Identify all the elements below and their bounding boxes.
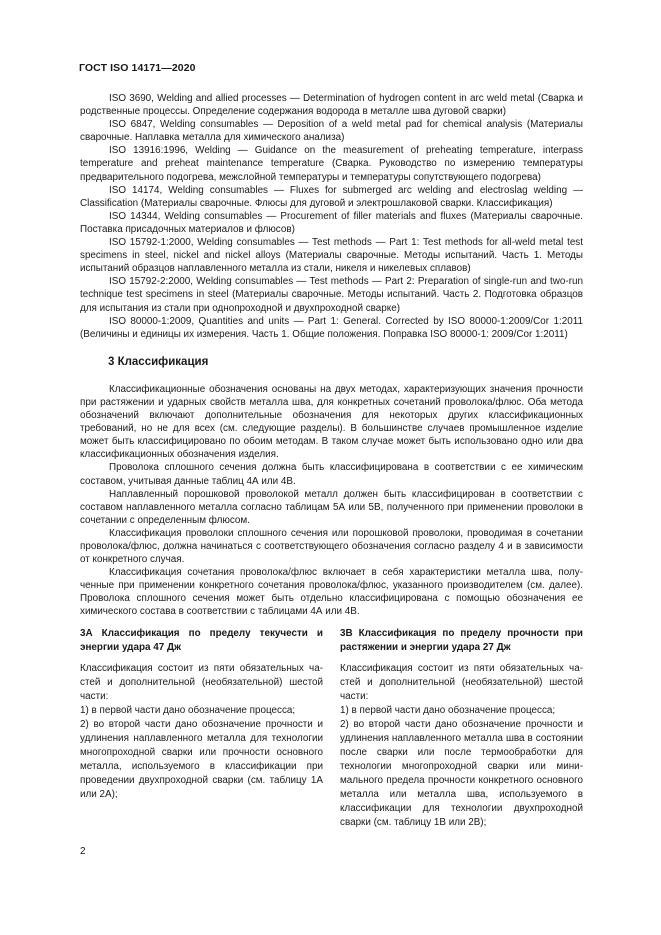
list-item: 1) в первой части дано обозначение процесса; xyxy=(340,704,556,716)
reference-item: ISO 15792-1:2000, Welding consumables — Test methods — Part 1: Test methods for all-weld metal test specimens in steel, nickel and nickel alloys (Материалы сварочные. Методы испытаний. Часть 1. Методы испытаний образцов наплавленного металла из стали, никеля и никелевых сплавов) xyxy=(80,237,583,275)
section-title: 3 Классификация xyxy=(108,355,209,368)
list-item: 1) в первой части дано обозначение процесса; xyxy=(80,704,296,716)
paragraph: Классификационные обозначения основаны на двух методах, характеризующих значения прочности при растяжении и ударных свойств металла шва, для конкретных сочетаний проволока/флюс. Оба метода обозначений включают дополнительные обозначения для некоторых других классификационных требований, но не для всех (см. следующие разделы). В большинстве случаев промышленное изделие может быть классифицировано по обоим методам. В таком случае может быть использовано одно или два классификационных обозначения изделия. xyxy=(80,383,583,461)
column-3a xyxy=(80,627,323,830)
list-item: 2) во второй части дано обозначение прочности и удлинения наплавленного металла для технологии многопроходной сварки или прочности основного металла, используемого в классификации при проведении двухпроходной сварки (см. таблицу 1А или 2А); xyxy=(80,718,323,800)
document-body xyxy=(80,92,583,830)
reference-item: ISO 14344, Welding consumables — Procurement of filler materials and fluxes (Материалы сварочные. Поставка присадочных материалов и флюсов) xyxy=(80,210,583,235)
reference-item: ISO 3690, Welding and allied processes — Determination of hydrogen content in arc weld metal (Сварка и родственные процессы. Определение содержания водорода в металле шва дуговой сварки) xyxy=(80,93,583,118)
paragraph: Классификация сочетания проволока/флюс включает в себя характеристики металла шва, полученные при применении конкретного сочетания проволока/флюс, указанного производителем (см. далее). Проволока сплошного сечения может быть отдельно классифицирована с помощью обозначения ее химического состава в соответствии с таблицами 4А или 4В. xyxy=(80,567,583,618)
reference-item: ISO 80000-1:2009, Quantities and units — Part 1: General. Corrected by ISO 80000-1:2009/Cor 1:2011 (Величины и единицы их измерения. Часть 1. Общие положения. Поправка ISO 80000-1: 2009/Cor 1:2011) xyxy=(80,315,583,340)
subsection-title-3b: 3В Классификация по пределу прочности при растяжении и энергии удара 27 Дж xyxy=(340,627,583,653)
page-header-title: ГОСТ ISO 14171—2020 xyxy=(79,62,196,74)
subsection-title-3a: 3А Классификация по пределу текучести и энергии удара 47 Дж xyxy=(80,627,323,653)
section-3-text xyxy=(80,383,583,619)
paragraph: Проволока сплошного сечения должна быть классифицирована в соответствии с ее химическим составом, учитывая данные таблиц 4А или 4В. xyxy=(80,462,583,487)
paragraph: Классификация состоит из пяти обязательных частей и дополнительной (необязательной) шестой части: xyxy=(340,662,583,702)
reference-item: ISO 14174, Welding consumables — Fluxes for submerged arc welding and electroslag welding — Classification (Материалы сварочные. Флюсы для дуговой и электрошлаковой сварки. Классификация) xyxy=(80,184,583,209)
reference-item: ISO 13916:1996, Welding — Guidance on the measurement of preheating temperature, interpass temperature and preheat maintenance temperature (Сварка. Руководство по измерению температуры предварительного подогрева, межслойной температуры и температуры сопутствующего подогрева) xyxy=(80,145,583,183)
page-number: 2 xyxy=(80,846,86,857)
column-3b xyxy=(340,627,583,830)
paragraph: Классификация состоит из пяти обязательных частей и дополнительной (необязательной) шестой части: xyxy=(80,662,323,702)
reference-item: ISO 15792-2:2000, Welding consumables — Test methods — Part 2: Preparation of single-run and two-run technique test specimens in steel (Материалы сварочные. Методы испытаний. Часть 2. Подготовка образцов для испытания из стали при однопроходной и двухпроходной сварке) xyxy=(80,276,583,314)
paragraph: Наплавленный порошковой проволокой металл должен быть классифицирован в соответствии с составом наплавленного металла согласно таблицам 5А или 5В, полученного при применении проволоки в сочетании с определенным флюсом. xyxy=(80,488,583,526)
reference-item: ISO 6847, Welding consumables — Deposition of a weld metal pad for chemical analysis (Материалы сварочные. Наплавка металла для химического анализа) xyxy=(80,119,583,144)
two-column-block xyxy=(80,627,583,830)
list-item: 2) во второй части дано обозначение прочности и удлинения наплавленного металла шва в состоянии после сварки или после термообработки для технологии многопроходной сварки или минимального предела прочности конкретного основного металла или металла шва, используемого в классификации для технологии двухпроходной сварки (см. таблицу 1В или 2В); xyxy=(340,718,583,828)
normative-references xyxy=(80,92,583,341)
paragraph: Классификация проволоки сплошного сечения или порошковой проволоки, проводимая в сочетании проволока/флюс, должна начинаться с соответствующего обозначения согласно разделу 4 и в зависимости от конкретного случая. xyxy=(80,527,583,566)
